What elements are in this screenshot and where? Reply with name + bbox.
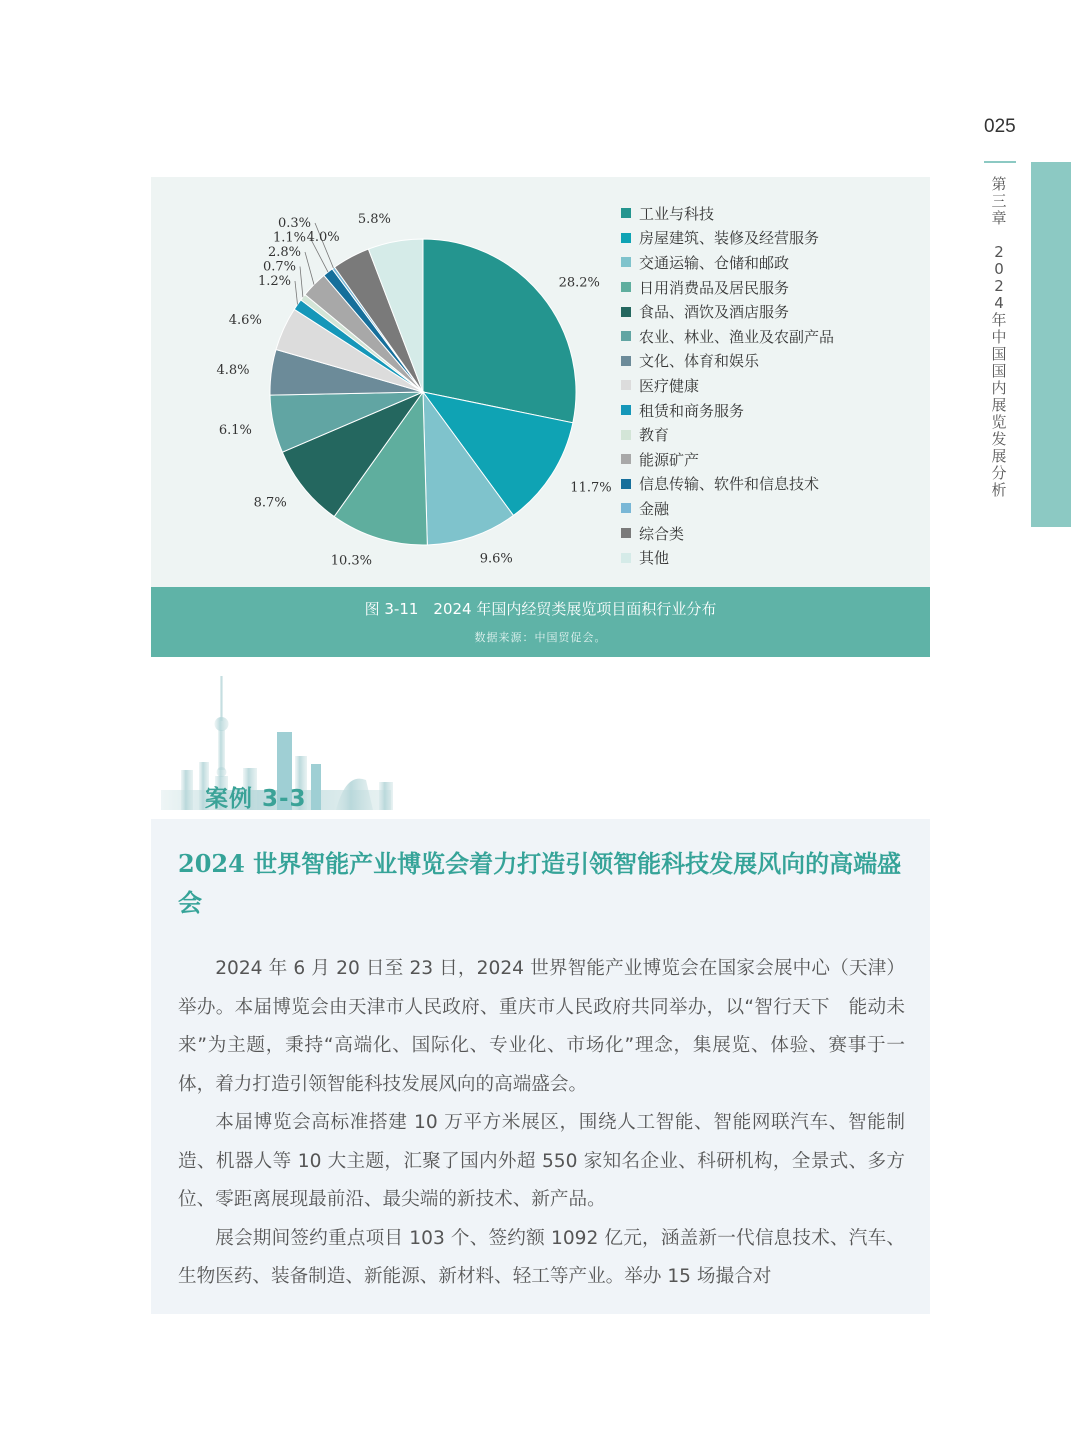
pie-data-label: 28.2% [558,275,600,291]
legend-swatch [621,553,631,563]
chart-panel [151,177,930,587]
figure-caption [151,587,930,657]
legend-item [621,250,834,275]
pie-data-label: 5.8% [357,211,391,227]
pie-data-label: 0.3% [277,216,311,231]
pie-data-label: 6.1% [218,422,252,438]
case-title: 2024 世界智能产业博览会着力打造引领智能科技发展风向的高端盛会 [178,849,902,917]
case-label: 案例 3-3 [205,786,307,812]
legend-item [621,398,834,423]
pie-data-label: 2.8% [267,245,301,260]
legend-label: 能源矿产 [639,450,700,469]
legend-label: 金融 [639,499,670,518]
chapter-char: 三 [991,192,1007,210]
legend-item [621,373,834,398]
legend-item [621,472,834,497]
leader-line [305,252,314,285]
case-paragraph-3: 展会期间签约重点项目 103 个、签约额 1092 亿元，涵盖新一代信息技术、汽车、生物医药、装备制造、新能源、新材料、轻工等产业。举办 15 场撮合对 [178,1227,905,1287]
chapter-char [988,227,1010,244]
legend-label: 文化、体育和娱乐 [639,352,760,371]
legend-swatch [621,356,631,366]
chapter-char: 2 [994,277,1004,295]
legend-label: 其他 [639,549,670,568]
legend-item [621,447,834,472]
legend-label: 教育 [639,426,670,445]
legend-swatch [621,454,631,464]
legend-swatch [621,503,631,513]
pie-data-label: 11.7% [570,480,612,496]
legend-item [621,521,834,546]
legend-item [621,349,834,374]
side-rule [984,161,1016,163]
chapter-char: 分 [991,464,1007,482]
legend-swatch [621,479,631,489]
chart-legend [621,201,834,570]
legend-swatch [621,282,631,292]
legend-swatch [621,233,631,243]
pie-data-label: 1.1% [272,230,306,246]
chapter-char: 年 [991,311,1007,329]
legend-swatch [621,430,631,440]
pie-data-label: 0.7% [262,259,296,275]
legend-item [621,545,834,570]
legend-swatch [621,208,631,218]
chapter-char: 0 [994,260,1004,278]
chapter-char: 析 [991,481,1007,499]
chapter-side-tab [1031,162,1071,527]
case-body [178,950,905,1297]
legend-label: 食品、酒饮及酒店服务 [639,303,790,322]
chapter-char: 中 [991,328,1007,346]
figure-title: 图 3-11 2024 年国内经贸类展览项目面积行业分布 [364,600,717,618]
pie-data-label: 10.3% [330,553,372,569]
chapter-char: 发 [991,430,1007,448]
legend-label: 农业、林业、渔业及农副产品 [639,327,835,346]
legend-label: 综合类 [639,524,685,543]
pie-data-label: 8.7% [253,495,287,511]
pie-data-label: 4.0% [306,229,340,245]
legend-swatch [621,257,631,267]
chapter-char: 第 [991,175,1007,193]
chapter-char: 4 [994,294,1004,312]
chapter-char: 展 [991,396,1007,414]
legend-label: 工业与科技 [639,204,715,223]
chapter-char: 览 [991,413,1007,431]
chapter-title [988,176,1010,499]
legend-label: 信息传输、软件和信息技术 [639,475,820,494]
pie-data-label: 1.2% [257,274,291,289]
legend-item [621,299,834,324]
legend-label: 房屋建筑、装修及经营服务 [639,229,820,248]
legend-item [621,324,834,349]
legend-swatch [621,528,631,538]
legend-label: 日用消费品及居民服务 [639,278,790,297]
legend-swatch [621,405,631,415]
legend-swatch [621,380,631,390]
pie-chart [151,177,621,587]
case-paragraph-1: 2024 年 6 月 20 日至 23 日，2024 世界智能产业博览会在国家会展中心（天津）举办。本届博览会由天津市人民政府、重庆市人民政府共同举办，以“智行天下 能动未来”为主题，秉持“高端化、国际化、专业化、市场化”理念，集展览、体验、赛事于一体，着力打造引领智能科技发展风向的高端盛会。 [178,958,905,1095]
chapter-char: 章 [991,209,1007,227]
case-box [151,819,930,1314]
figure-source: 数据来源：中国贸促会。 [474,631,607,644]
page-number: 025 [984,116,1016,137]
pie-data-label: 9.6% [479,551,513,567]
pie-data-label: 4.8% [216,363,250,379]
chapter-char: 2 [994,243,1004,261]
legend-item [621,201,834,226]
chapter-char: 国 [991,362,1007,380]
legend-label: 交通运输、仓储和邮政 [639,253,790,272]
leader-line [300,267,303,298]
case-paragraph-2: 本届博览会高标准搭建 10 万平方米展区，围绕人工智能、智能网联汽车、智能制造、机器人等 10 大主题，汇聚了国内外超 550 家知名企业、科研机构，全景式、多方位、零距离展现最前沿、最尖端的新技术、新产品。 [178,1112,905,1210]
pie-data-label: 4.6% [228,312,262,328]
chapter-char: 内 [991,379,1007,397]
legend-item [621,422,834,447]
pie-slice [423,239,576,423]
legend-item [621,496,834,521]
legend-label: 租赁和商务服务 [639,401,745,420]
leader-line [295,281,298,305]
legend-item [621,275,834,300]
legend-swatch [621,307,631,317]
legend-item [621,226,834,251]
legend-swatch [621,331,631,341]
chapter-char: 展 [991,447,1007,465]
chapter-char: 国 [991,345,1007,363]
legend-label: 医疗健康 [639,376,700,395]
